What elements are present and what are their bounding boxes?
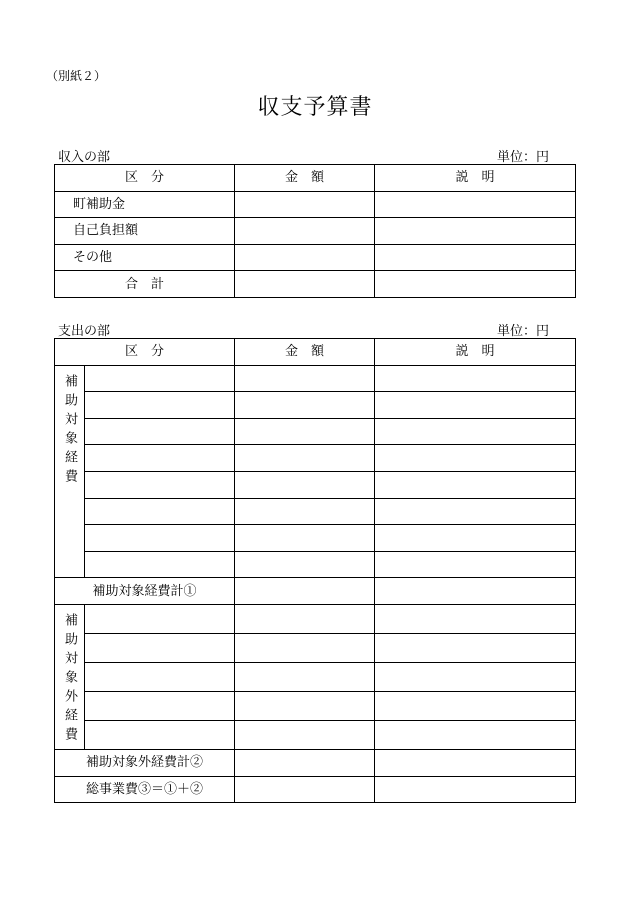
description-cell[interactable] (375, 445, 576, 472)
expense-section-label: 支出の部 (58, 324, 111, 339)
description-cell[interactable] (375, 633, 576, 662)
item-cell[interactable] (85, 471, 235, 498)
header-category: 区 分 (55, 165, 235, 192)
expense-table (54, 338, 576, 803)
non-subsidized-total-label: 補助対象外経費計② (55, 749, 235, 776)
amount-cell[interactable] (235, 271, 375, 298)
subsidized-total-label: 補助対象経費計① (55, 578, 235, 605)
header-description: 説 明 (375, 165, 576, 192)
row-label: その他 (55, 244, 235, 271)
table-row (55, 551, 576, 578)
description-cell[interactable] (375, 471, 576, 498)
grand-total-row (55, 776, 576, 803)
amount-cell[interactable] (235, 720, 375, 749)
table-row (55, 691, 576, 720)
expense-unit-label: 単位：円 (497, 324, 550, 339)
description-cell[interactable] (375, 551, 576, 578)
income-table (54, 164, 576, 298)
amount-cell[interactable] (235, 633, 375, 662)
total-label: 合 計 (55, 271, 235, 298)
description-cell[interactable] (375, 691, 576, 720)
description-cell[interactable] (375, 578, 576, 605)
table-row (55, 471, 576, 498)
row-label: 町補助金 (55, 191, 235, 218)
amount-cell[interactable] (235, 749, 375, 776)
description-cell[interactable] (375, 392, 576, 419)
amount-cell[interactable] (235, 691, 375, 720)
table-row (55, 244, 576, 271)
description-cell[interactable] (375, 244, 576, 271)
description-cell[interactable] (375, 271, 576, 298)
table-row (55, 392, 576, 419)
page-title: 収支予算書 (257, 95, 373, 120)
description-cell[interactable] (375, 498, 576, 525)
item-cell[interactable] (85, 365, 235, 392)
amount-cell[interactable] (235, 525, 375, 552)
amount-cell[interactable] (235, 418, 375, 445)
item-cell[interactable] (85, 418, 235, 445)
item-cell[interactable] (85, 498, 235, 525)
amount-cell[interactable] (235, 776, 375, 803)
subtotal-row (55, 578, 576, 605)
description-cell[interactable] (375, 218, 576, 245)
header-amount: 金 額 (235, 165, 375, 192)
table-row (55, 445, 576, 472)
table-header-row (55, 339, 576, 366)
row-label: 自己負担額 (55, 218, 235, 245)
header-category: 区 分 (55, 339, 235, 366)
amount-cell[interactable] (235, 578, 375, 605)
description-cell[interactable] (375, 525, 576, 552)
table-row (55, 662, 576, 691)
item-cell[interactable] (85, 445, 235, 472)
amount-cell[interactable] (235, 662, 375, 691)
table-row (55, 720, 576, 749)
table-row (55, 218, 576, 245)
subsidized-group-cell (55, 365, 85, 578)
amount-cell[interactable] (235, 218, 375, 245)
amount-cell[interactable] (235, 498, 375, 525)
item-cell[interactable] (85, 720, 235, 749)
item-cell[interactable] (85, 662, 235, 691)
amount-cell[interactable] (235, 365, 375, 392)
header-description: 説 明 (375, 339, 576, 366)
table-row (55, 525, 576, 552)
table-row (55, 418, 576, 445)
description-cell[interactable] (375, 662, 576, 691)
amount-cell[interactable] (235, 244, 375, 271)
table-row (55, 365, 576, 392)
item-cell[interactable] (85, 604, 235, 633)
description-cell[interactable] (375, 191, 576, 218)
attachment-note: （別紙２） (46, 69, 107, 83)
grand-total-label: 総事業費③＝①＋② (55, 776, 235, 803)
subsidized-group-label: 補助対象経費 (62, 373, 77, 488)
item-cell[interactable] (85, 551, 235, 578)
amount-cell[interactable] (235, 445, 375, 472)
amount-cell[interactable] (235, 604, 375, 633)
table-row (55, 271, 576, 298)
income-unit-label: 単位：円 (497, 150, 550, 165)
item-cell[interactable] (85, 392, 235, 419)
table-row (55, 498, 576, 525)
non-subsidized-group-label: 補助対象外経費 (62, 612, 77, 746)
table-row (55, 604, 576, 633)
amount-cell[interactable] (235, 471, 375, 498)
item-cell[interactable] (85, 633, 235, 662)
amount-cell[interactable] (235, 551, 375, 578)
amount-cell[interactable] (235, 392, 375, 419)
description-cell[interactable] (375, 604, 576, 633)
amount-cell[interactable] (235, 191, 375, 218)
table-row (55, 191, 576, 218)
description-cell[interactable] (375, 365, 576, 392)
description-cell[interactable] (375, 418, 576, 445)
description-cell[interactable] (375, 776, 576, 803)
item-cell[interactable] (85, 525, 235, 552)
header-amount: 金 額 (235, 339, 375, 366)
subtotal-row (55, 749, 576, 776)
non-subsidized-group-cell (55, 604, 85, 749)
item-cell[interactable] (85, 691, 235, 720)
income-section-label: 収入の部 (58, 150, 111, 165)
table-row (55, 633, 576, 662)
table-header-row (55, 165, 576, 192)
description-cell[interactable] (375, 720, 576, 749)
description-cell[interactable] (375, 749, 576, 776)
